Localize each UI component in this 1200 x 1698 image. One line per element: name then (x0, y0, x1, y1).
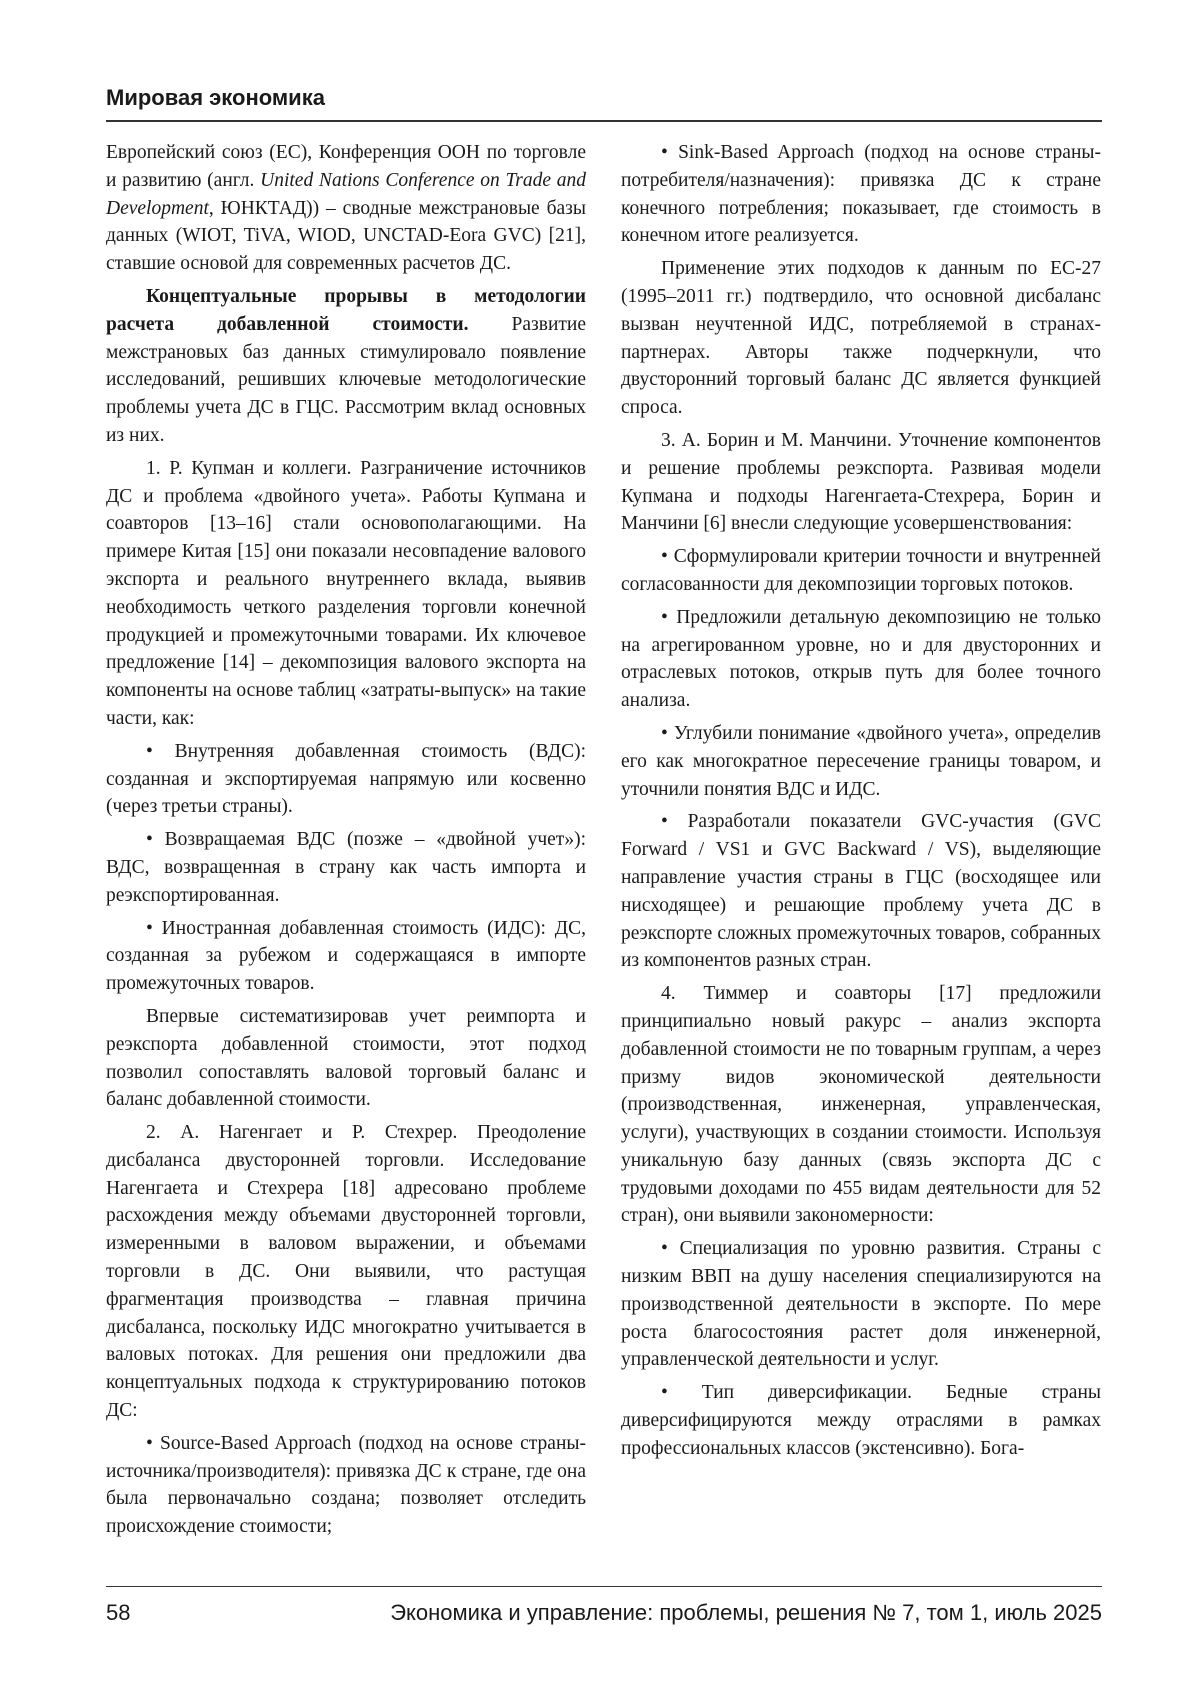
paragraph: Применение этих подходов к данным по ЕС-27 (1995–2011 гг.) подтвердило, что основной дисбаланс вызван неучтенной ИДС, потребляемой в странах-партнерах. Авторы также подчеркнули, что двусторонний торговый баланс ДС является функцией спроса. (621, 258, 1101, 419)
bullet-item: • Внутренняя добавленная стоимость (ВДС): созданная и экспортируемая напрямую или косвенно (через третьи страны). (106, 740, 586, 818)
left-column (106, 139, 586, 1546)
text-run: , ЮНКТАД)) – сводные межстрановые базы данных (WIOT, TiVA, WIOD, UNCTAD-Eora GVC) [21], ставшие основой для современных расчетов ДС. (106, 197, 586, 275)
bullet-item: • Разработали показатели GVC-участия (GVC Forward / VS1 и GVC Backward / VS), выделяющие направление участия страны в ГЦС (восходящее или нисходящее) и решающие проблему учета ДС в реэкспорте сложных промежуточных товаров, собранных из компонентов разных стран. (621, 811, 1101, 972)
bullet-item: • Sink-Based Approach (подход на основе страны-потребителя/назначения): привязка ДС к стране конечного потребления; показывает, где стоимость в конечном итоге реализуется. (621, 142, 1101, 247)
paragraph: 2. А. Нагенгает и Р. Стехрер. Преодоление дисбаланса двусторонней торговли. Исследование Нагенгаета и Стехрера [18] адресовано проблеме расхождения между объемами двусторонней торговли, измеренными в валовом выражении, и объемами торговли в ДС. Они выявили, что растущая фрагментация производства – главная причина дисбаланса, поскольку ИДС многократно учитывается в валовых потоках. Для решения они предложили два концептуальных подхода к структурированию потоков ДС: (106, 1122, 586, 1422)
text-run: Европейский союз (ЕС), Конференция ООН по торговле и развитию (англ. (106, 142, 586, 191)
paragraph: Впервые систематизировав учет реимпорта и реэкспорта добавленной стоимости, этот подход позволил сопоставлять валовой торговый баланс и баланс добавленной стоимости. (106, 1005, 586, 1111)
journal-title: Экономика и управление: проблемы, решения № 7, том 1, июль 2025 (390, 1600, 1102, 1625)
paragraph: 1. Р. Купман и коллеги. Разграничение источников ДС и проблема «двойного учета». Работы Купмана и соавторов [13–16] стали основополагающими. На примере Китая [15] они показали несовпадение валового экспорта и реального внутреннего вклада, выявив необходимость четкого разделения торговли конечной продукцией и промежуточными товарами. Их ключевое предложение [14] – декомпозиция валового экспорта на компоненты на основе таблиц «затраты-выпуск» на такие части, как: (106, 457, 586, 729)
section-title: Мировая экономика (106, 85, 325, 110)
text-run: Развитие межстрановых баз данных стимулировало появление исследований, решивших ключевые методологические проблемы учета ДС в ГЦС. Рассмотрим вклад основных из них. (106, 313, 586, 446)
right-column (621, 139, 1101, 1468)
bold-heading: Концептуальные прорывы в методологии расчета добавленной стоимости. (106, 285, 586, 335)
italic-text: United Nations Conference on Trade and Development (106, 169, 586, 219)
bullet-item: • Специализация по уровню развития. Страны с низким ВВП на душу населения специализируются на производственной деятельности в экспорте. По мере роста благосостояния растет доля инженерной, управленческой деятельности и услуг. (621, 1238, 1101, 1371)
header-divider (106, 120, 1102, 122)
bullet-item: • Source-Based Approach (подход на основе страны-источника/производителя): привязка ДС к стране, где она была первоначально создана; позволяет отследить происхождение стоимости; (106, 1432, 586, 1538)
bullet-item: • Углубили понимание «двойного учета», определив его как многократное пересечение границы товаром, и уточнили понятия ВДС и ИДС. (621, 722, 1101, 800)
bullet-item: • Сформулировали критерии точности и внутренней согласованности для декомпозиции торговых потоков. (621, 546, 1101, 595)
bullet-item: • Тип диверсификации. Бедные страны диверсифицируются между отраслями в рамках профессиональных классов (экстенсивно). Бога- (621, 1382, 1101, 1459)
paragraph: 3. А. Борин и М. Манчини. Уточнение компонентов и решение проблемы реэкспорта. Развивая модели Купмана и подходы Нагенгаета-Стехрера, Борин и Манчини [6] внесли следующие усовершенствования: (621, 429, 1101, 535)
bullet-item: • Иностранная добавленная стоимость (ИДС): ДС, созданная за рубежом и содержащаяся в импорте промежуточных товаров. (106, 917, 586, 995)
paragraph (106, 283, 586, 450)
page-number: 58 (106, 1600, 131, 1625)
bullet-item: • Предложили детальную декомпозицию не только на агрегированном уровне, но и для двусторонних и отраслевых потоков, открыв путь для более точного анализа. (621, 606, 1101, 712)
paragraph (106, 139, 586, 278)
footer-divider (106, 1586, 1102, 1587)
paragraph: 4. Тиммер и соавторы [17] предложили принципиально новый ракурс – анализ экспорта добавленной стоимости не по товарным группам, а через призму видов экономической деятельности (производственная, инженерная, управленческая, услуги), участвующих в создании стоимости. Используя уникальную базу данных (связь экспорта ДС с трудовыми доходами по 455 видам деятельности для 52 стран), они выявили закономерности: (621, 983, 1101, 1227)
bullet-item: • Возвращаемая ВДС (позже – «двойной учет»): ВДС, возвращенная в страну как часть импорта и реэкспортированная. (106, 829, 586, 906)
